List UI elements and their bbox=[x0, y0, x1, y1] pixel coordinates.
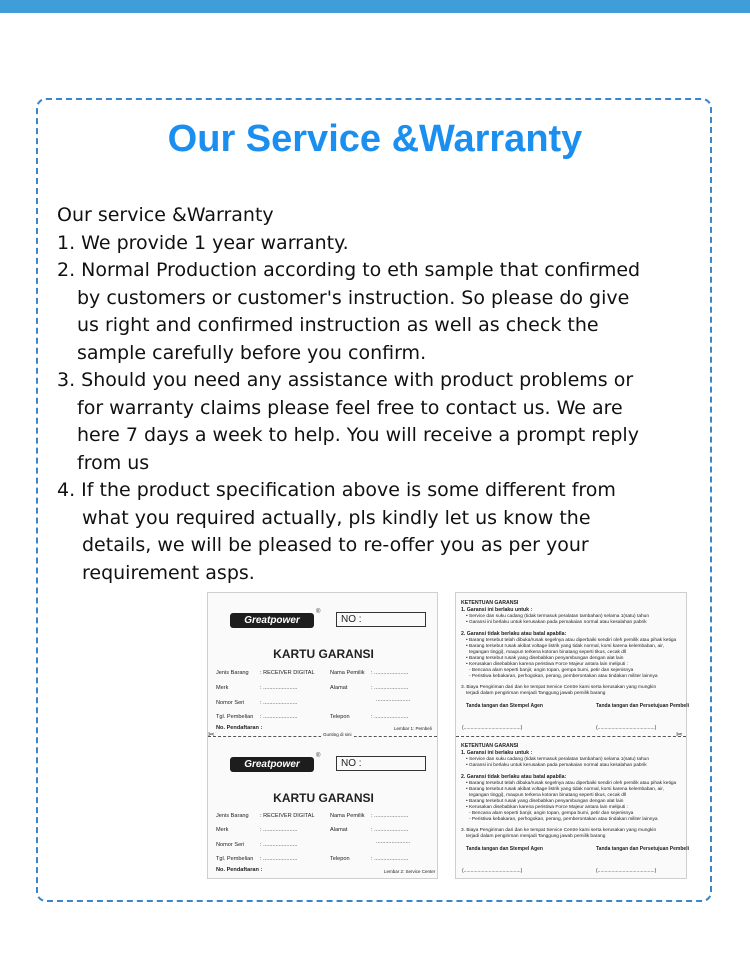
field-dots: : ...................... bbox=[260, 842, 298, 848]
terms-line: - Bencana alam seperti banjir, angin topan, gempa bumi, petir dan sejenisnya bbox=[469, 811, 634, 816]
field-dots: : ...................... bbox=[371, 714, 409, 720]
text-line: 2. Normal Production according to eth sample that confirmed bbox=[57, 259, 641, 281]
terms-line: • Barang tersebut rusak yang disebabkan penyambungan dengan alat lain bbox=[466, 799, 624, 804]
field-dots: ...................... bbox=[376, 697, 411, 703]
card-title: KARTU GARANSI bbox=[273, 791, 374, 805]
field-dots: : ...................... bbox=[260, 827, 298, 833]
field-label: Nomor Seri bbox=[216, 700, 245, 706]
text-line: what you required actually, pls kindly let us know the bbox=[82, 506, 591, 529]
terms-section: 1. Garansi ini berlaku untuk : bbox=[461, 750, 533, 756]
scissors-icon: ✂ bbox=[208, 730, 215, 739]
terms-line: • Kerusakan disebabkan karena peristiwa Force Majeur antara lain meliputi : bbox=[466, 805, 628, 810]
terms-line: • Barang tersebut rusak akibat voltage listrik yang tidak normal, korsi karena kelembaban, air, bbox=[466, 644, 664, 649]
field-value: : RECEIVER DIGITAL bbox=[260, 813, 315, 819]
terms-heading: KETENTUAN GARANSI bbox=[461, 600, 519, 606]
terms-section: 2. Garansi tidak berlaku atau batal apabila: bbox=[461, 631, 567, 637]
field-dots: : ...................... bbox=[260, 856, 298, 862]
text-line: from us bbox=[77, 451, 150, 474]
field-dots: : ...................... bbox=[371, 685, 409, 691]
registered-mark: ® bbox=[316, 609, 321, 615]
field-label: Jenis Barang bbox=[216, 670, 249, 676]
field-label: Telepon bbox=[330, 714, 350, 720]
field-label: Tgl. Pembelian bbox=[216, 714, 254, 720]
card-number-box: NO : bbox=[336, 756, 426, 771]
signature-label: Tanda tangan dan Persetujuan Pembeli bbox=[596, 703, 689, 709]
field-label: Nama Pemilik bbox=[330, 670, 365, 676]
top-accent-bar bbox=[0, 0, 750, 13]
greatpower-logo: Greatpower bbox=[230, 613, 314, 628]
terms-line: • Barang tersebut telah dibuka/rusak segelnya atau diperbaiki sendiri oleh pemilik atau pihak ketiga bbox=[466, 781, 677, 786]
signature-line: (.........................................) bbox=[462, 725, 523, 731]
scissors-icon: ✂ bbox=[676, 730, 683, 739]
signature-label: Tanda tangan dan Persetujuan Pembeli bbox=[596, 846, 689, 852]
cut-line bbox=[456, 736, 686, 737]
field-dots: : ...................... bbox=[260, 700, 298, 706]
field-label: Tgl. Pembelian bbox=[216, 856, 254, 862]
text-line: 4. If the product specification above is some different from bbox=[57, 479, 616, 501]
field-dots: : ...................... bbox=[371, 827, 409, 833]
text-line: for warranty claims please feel free to contact us. We are bbox=[77, 396, 623, 419]
field-dots: : ...................... bbox=[371, 813, 409, 819]
field-label: Jenis Barang bbox=[216, 813, 249, 819]
greatpower-logo: Greatpower bbox=[230, 757, 314, 772]
card-title: KARTU GARANSI bbox=[273, 647, 374, 661]
field-label: No. Pendaftaran : bbox=[216, 725, 263, 731]
terms-section: 3. Biaya Pengiriman dari dan ke tempat Service Centre kami serta kerusakan yang mungkin bbox=[461, 685, 657, 690]
field-dots: : ...................... bbox=[371, 670, 409, 676]
field-label: Merk bbox=[216, 685, 229, 691]
sheet-label: Lembar 2: Service Center bbox=[384, 869, 436, 874]
field-label: Alamat bbox=[330, 827, 348, 833]
field-label: Alamat bbox=[330, 685, 348, 691]
terms-line: • Kerusakan disebabkan karena peristiwa Force Majeur antara lain meliputi : bbox=[466, 662, 628, 667]
terms-heading: KETENTUAN GARANSI bbox=[461, 743, 519, 749]
field-label: Nomor Seri bbox=[216, 842, 245, 848]
terms-line: • Barang tersebut rusak yang disebabkan penyambungan dengan alat lain bbox=[466, 656, 624, 661]
card-number-box: NO : bbox=[336, 612, 426, 627]
text-line: requirement asps. bbox=[82, 561, 255, 584]
registered-mark: ® bbox=[316, 753, 321, 759]
terms-line: • Garansi ini berlaku untuk kerusakan pada pemakaian normal atau kesalahan pabrik bbox=[466, 620, 647, 625]
field-label: Nama Pemilik bbox=[330, 813, 365, 819]
page-title: Our Service &Warranty bbox=[167, 118, 583, 160]
text-line: details, we will be pleased to re-offer you as per your bbox=[82, 534, 589, 556]
cut-here-label: Gunting di sini bbox=[323, 732, 352, 737]
text-line: 1. We provide 1 year warranty. bbox=[57, 231, 349, 254]
field-dots: : ...................... bbox=[371, 856, 409, 862]
terms-line: tegangan tinggi), maupun terkena kotoran binatang seperti tikus, cecak dll bbox=[469, 793, 627, 798]
terms-line: - Bencana alam seperti banjir, angin topan, gempa bumi, petir dan sejenisnya bbox=[469, 668, 634, 673]
text-line: here 7 days a week to help. You will receive a prompt reply bbox=[77, 424, 639, 446]
signature-line: (.........................................) bbox=[596, 868, 657, 874]
text-line: sample carefully before you confirm. bbox=[77, 341, 427, 364]
terms-line: • Service dan suku cadang (tidak termasuk peralatan tambahan) selama 1(satu) tahun bbox=[466, 614, 649, 619]
signature-label: Tanda tangan dan Stempel Agen bbox=[466, 703, 543, 709]
field-label: Merk bbox=[216, 827, 229, 833]
terms-line: • Barang tersebut rusak akibat voltage listrik yang tidak normal, korsi karena kelembaban, air, bbox=[466, 787, 664, 792]
terms-section: 3. Biaya Pengiriman dari dan ke tempat Service Centre kami serta kerusakan yang mungkin bbox=[461, 828, 657, 833]
warranty-text bbox=[57, 202, 697, 587]
field-dots: : ...................... bbox=[260, 685, 298, 691]
field-dots: : ...................... bbox=[260, 714, 298, 720]
signature-line: (.........................................) bbox=[596, 725, 657, 731]
signature-line: (.........................................) bbox=[462, 868, 523, 874]
terms-line: • Barang tersebut telah dibuka/rusak segelnya atau diperbaiki sendiri oleh pemilik atau pihak ketiga bbox=[466, 638, 677, 643]
field-label: Telepon bbox=[330, 856, 350, 862]
terms-section: 2. Garansi tidak berlaku atau batal apabila: bbox=[461, 774, 567, 780]
terms-line: terjadi dalam pengiriman menjadi Tanggung jawab pemilik barang bbox=[466, 834, 606, 839]
field-dots: ...................... bbox=[376, 839, 411, 845]
field-value: : RECEIVER DIGITAL bbox=[260, 670, 315, 676]
warranty-terms-image bbox=[455, 592, 687, 879]
text-line: by customers or customer's instruction. So please do give bbox=[77, 286, 630, 309]
terms-section: 1. Garansi ini berlaku untuk : bbox=[461, 607, 533, 613]
text-line: Our service &Warranty bbox=[57, 204, 274, 226]
text-line: 3. Should you need any assistance with product problems or bbox=[57, 369, 634, 391]
text-line: us right and confirmed instruction as well as check the bbox=[77, 314, 599, 336]
field-label: No. Pendaftaran : bbox=[216, 867, 263, 873]
warranty-card-image bbox=[207, 592, 438, 879]
terms-line: • Garansi ini berlaku untuk kerusakan pada pemakaian normal atau kesalahan pabrik bbox=[466, 763, 647, 768]
terms-line: terjadi dalam pengiriman menjadi Tanggung jawab pemilik barang bbox=[466, 691, 606, 696]
terms-line: tegangan tinggi), maupun terkena kotoran binatang seperti tikus, cecak dll bbox=[469, 650, 627, 655]
sheet-label: Lembar 1: Pembeli bbox=[394, 726, 432, 731]
terms-line: • Service dan suku cadang (tidak termasuk peralatan tambahan) selama 1(satu) tahun bbox=[466, 757, 649, 762]
signature-label: Tanda tangan dan Stempel Agen bbox=[466, 846, 543, 852]
terms-line: - Peristiwa kebakaran, perhogokan, perang, pemberontakan atau tindakan militer lainnya bbox=[469, 817, 658, 822]
terms-line: - Peristiwa kebakaran, perhogokan, perang, pemberontakan atau tindakan militer lainnya bbox=[469, 674, 658, 679]
